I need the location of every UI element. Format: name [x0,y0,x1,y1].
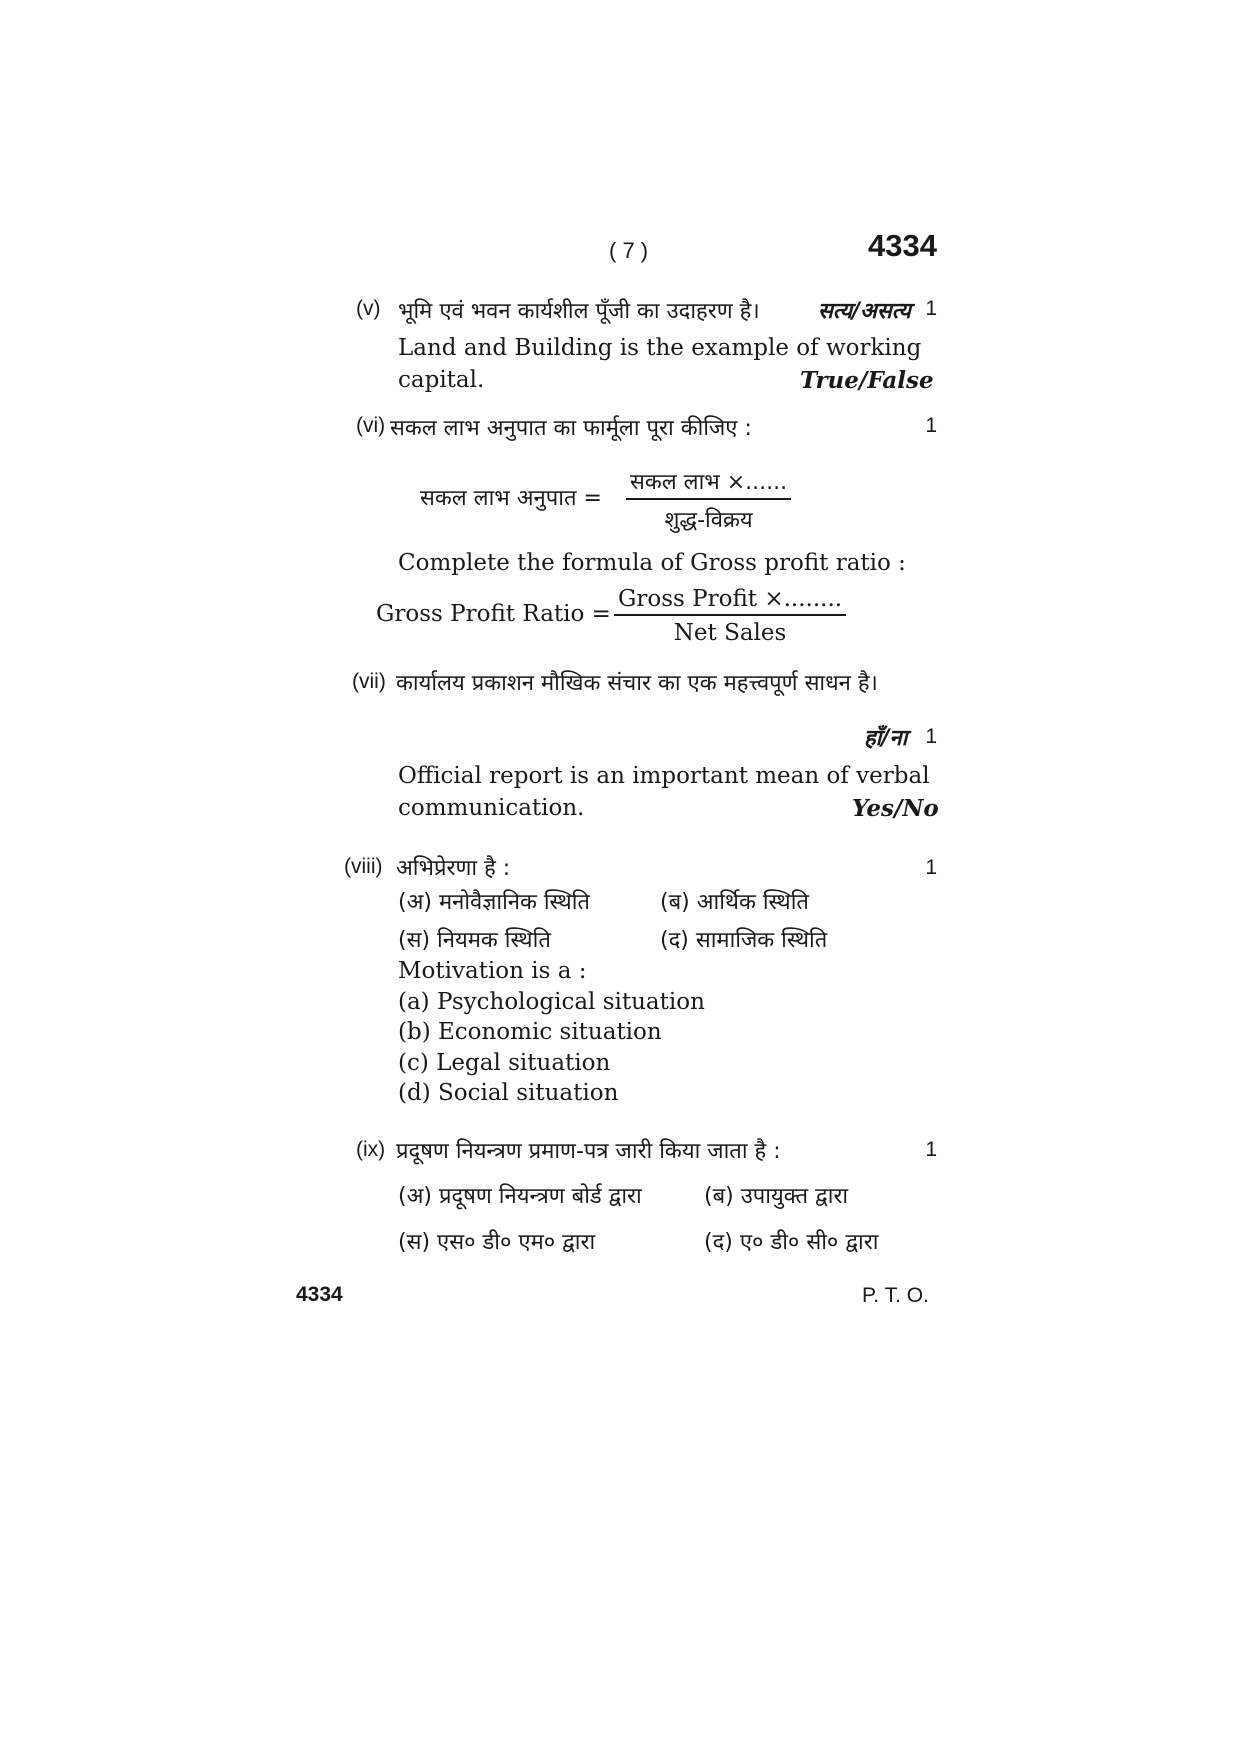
english-option-b: (b) Economic situation [398,1019,662,1045]
marks: 1 [925,414,937,437]
please-turn-over: P. T. O. [862,1284,929,1307]
question-hindi-text: कार्यालय प्रकाशन मौखिक संचार का एक महत्त्वपूर्ण साधन है। [396,671,878,696]
hindi-formula-lhs: सकल लाभ अनुपात = [420,486,602,511]
question-hindi-text: भूमि एवं भवन कार्यशील पूँजी का उदाहरण है। [398,299,760,324]
paper-code-footer: 4334 [296,1283,343,1306]
paper-code-header: 4334 [868,228,937,263]
english-option-d: (d) Social situation [398,1080,619,1106]
hindi-option-a: (अ) मनोवैज्ञानिक स्थिति [398,890,590,915]
hindi-answer-choice: हाँ/ना [864,726,908,751]
marks: 1 [925,856,937,879]
question-english-text: Complete the formula of Gross profit ratio : [398,550,906,576]
marks: 1 [925,297,937,320]
hindi-option-b: (ब) उपायुक्त द्वारा [704,1184,849,1209]
hindi-option-c: (स) एस० डी० एम० द्वारा [398,1230,596,1255]
question-label: (vi) [356,414,386,437]
hindi-option-a: (अ) प्रदूषण नियन्त्रण बोर्ड द्वारा [398,1184,642,1209]
marks: 1 [925,1138,937,1161]
hindi-option-d: (द) ए० डी० सी० द्वारा [704,1230,879,1255]
english-answer-choice: Yes/No [852,795,939,822]
question-english-text: capital. [398,367,485,393]
hindi-option-c: (स) नियमक स्थिति [398,928,551,953]
question-english-text: Land and Building is the example of working [398,335,922,361]
question-hindi-text: अभिप्रेरणा है : [396,856,511,881]
hindi-formula-fraction [626,466,791,534]
question-label: (ix) [356,1138,386,1161]
english-option-a: (a) Psychological situation [398,989,705,1015]
question-hindi-text: सकल लाभ अनुपात का फार्मूला पूरा कीजिए : [390,416,752,441]
english-formula-lhs: Gross Profit Ratio = [376,601,611,627]
english-answer-choice: True/False [800,367,934,394]
question-english-text: Official report is an important mean of verbal [398,763,930,789]
question-hindi-text: प्रदूषण नियन्त्रण प्रमाण-पत्र जारी किया जाता है : [396,1139,781,1164]
hindi-option-b: (ब) आर्थिक स्थिति [660,890,809,915]
page-number: ( 7 ) [609,238,649,263]
hindi-answer-choice: सत्य/असत्य [818,299,911,324]
english-formula-fraction [614,586,846,646]
question-english-text: communication. [398,795,585,821]
formula-denominator: Net Sales [673,620,787,646]
formula-numerator: Gross Profit ×........ [614,586,846,616]
question-label: (viii) [344,855,383,878]
marks: 1 [925,725,937,748]
formula-numerator: सकल लाभ ×...... [626,466,791,500]
formula-denominator: शुद्ध-विक्रय [664,508,753,533]
question-label: (v) [356,297,381,320]
hindi-option-d: (द) सामाजिक स्थिति [660,928,828,953]
question-english-text: Motivation is a : [398,958,587,984]
english-option-c: (c) Legal situation [398,1050,611,1076]
question-label: (vii) [352,670,386,693]
